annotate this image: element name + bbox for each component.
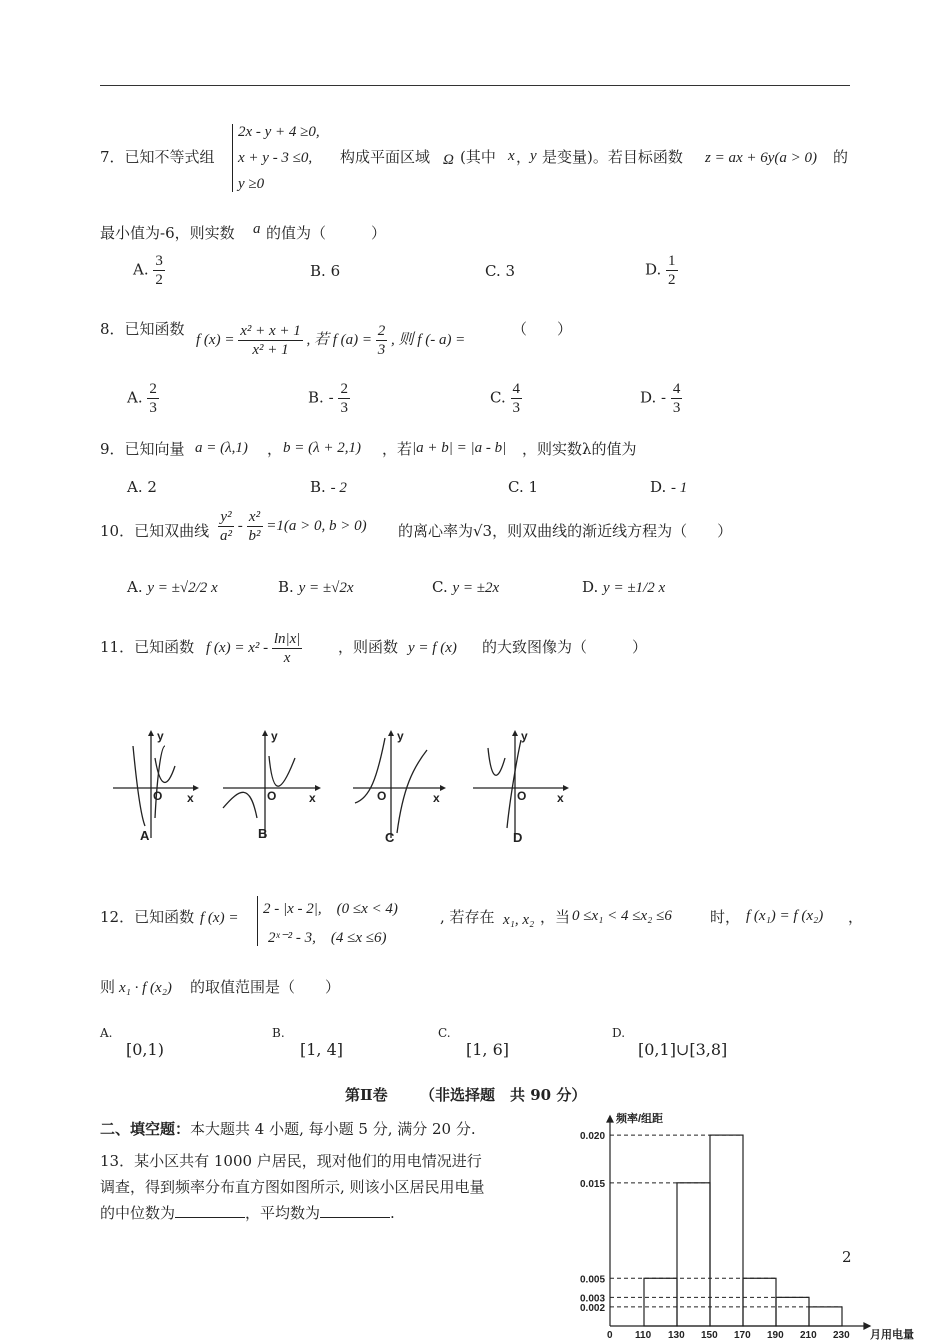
graph-c-x-label: x — [433, 791, 440, 805]
chart-y-label: 频率/组距 — [616, 1113, 664, 1125]
q7-var-y: y — [530, 148, 537, 164]
q9-rest: ，则实数λ的值为 — [522, 440, 637, 458]
q7-text-region: 构成平面区域 — [340, 148, 431, 166]
q9-option-c: C. 1 — [508, 478, 539, 496]
mean-blank[interactable] — [320, 1203, 390, 1218]
q7-text-de: 的 — [833, 148, 849, 166]
q10-option-a: A. y = ±√2/2 x — [127, 578, 218, 596]
histogram-chart — [570, 1108, 940, 1344]
graph-a-y-label: y — [157, 729, 164, 743]
q12-option-c-label: C. — [438, 1026, 451, 1040]
q7-option-c: C. 3 — [485, 262, 516, 280]
histogram-bar-130-150 — [677, 1183, 710, 1326]
q9-number: 9．已知向量 — [100, 440, 185, 458]
q7-option-b: B. 6 — [310, 262, 341, 280]
graph-a-label: A — [140, 828, 150, 843]
graph-a-origin: O — [153, 789, 163, 803]
q7-comma: ， — [516, 148, 532, 166]
q10-option-b: B. y = ±√2x — [278, 578, 354, 596]
q9-vector-b: b = (λ + 2,1) — [283, 440, 361, 456]
q12-option-a: [0,1) — [126, 1040, 164, 1059]
fill-in-heading: 二、填空题： — [100, 1120, 191, 1138]
q12-expr: x₁ · f (x₂) — [119, 980, 172, 996]
q7-line2a: 最小值为-6，则实数 — [100, 224, 235, 242]
q10-rest: 的离心率为√3，则双曲线的渐近线方程为（ ） — [398, 522, 733, 540]
q8-option-b: B. - $\frac{2}{3}$ — [308, 381, 348, 416]
graph-a-x-label: x — [187, 791, 194, 805]
fill-in-header — [100, 1118, 476, 1139]
q12-eq: f (x₁) = f (x₂) — [746, 908, 824, 924]
q7-text-objective: 是变量)。若目标函数 — [542, 148, 683, 166]
q7-text-where: (其中 — [460, 148, 496, 166]
q9-vector-a: a = (λ,1) — [195, 440, 248, 456]
q8-function: f (x) = $\frac{\text{x² + x + 1}}{\text{x² + 1}}$ , 若 f (a) = $\frac{2}{3}$ , 则 f (- a) = — [196, 323, 466, 358]
y-tick-0.002: 0.002 — [580, 1302, 606, 1314]
graph-c-y-label: y — [397, 729, 404, 743]
q7-ineq-1: 2x - y + 4 ≥0, — [238, 124, 320, 140]
y-tick-0.003: 0.003 — [580, 1293, 606, 1305]
q9-equation: |a + b| = |a - b| — [412, 440, 507, 456]
q12-option-a-label: A. — [100, 1026, 113, 1040]
q12-shi: 时， — [710, 908, 741, 926]
y-tick-0.015: 0.015 — [580, 1178, 606, 1190]
q7-option-a: A. $\frac{3}{2}$ — [133, 253, 163, 288]
q10-option-d: D. y = ±1/2 x — [582, 578, 666, 596]
q12-line2b: 的取值范围是（ ） — [190, 978, 341, 996]
q11-graphs — [105, 728, 585, 853]
x-tick-150: 150 — [701, 1330, 718, 1341]
graph-b-y-label: y — [271, 729, 278, 743]
graph-c-label: C — [385, 830, 395, 845]
q8-number: 8．已知函数 — [100, 320, 185, 338]
q10-hyperbola: $\frac{\text{y²}}{\text{a²}}$ - $\frac{\text{x²}}{\text{b²}}$ =1(a > 0, b > 0) — [220, 509, 367, 544]
q7-brace — [232, 124, 233, 192]
q7-var-x: x — [508, 148, 515, 164]
section-subtitle: （非选择题 共 90 分） — [420, 1086, 587, 1104]
q12-when: ，当 — [540, 908, 571, 926]
q12-case-1: 2 - |x - 2|, (0 ≤x < 4) — [263, 901, 398, 917]
q11-yfx: y = f (x) — [408, 640, 457, 656]
q12-range: 0 ≤x₁ < 4 ≤x₂ ≤6 — [572, 908, 672, 924]
x-tick-110: 110 — [635, 1330, 652, 1341]
q13-line2: 调查，得到频率分布直方图如图所示, 则该小区居民用电量 — [100, 1178, 485, 1196]
graph-d-x-label: x — [557, 791, 564, 805]
chart-x-label: 月用电量 — [870, 1329, 914, 1341]
histogram-bar-170-190 — [743, 1278, 776, 1326]
q12-cond: , 若存在 — [440, 908, 495, 926]
q12-option-c: [1, 6] — [466, 1040, 510, 1059]
graph-d-label: D — [513, 830, 523, 845]
x-tick-170: 170 — [734, 1330, 751, 1341]
q13-line3: 的中位数为 ，平均数为 . — [100, 1204, 395, 1222]
q12-x1x2: x₁, x₂ — [503, 912, 535, 928]
q11-rest2: 的大致图像为（ ） — [482, 638, 648, 656]
q11-number: 11．已知函数 — [100, 638, 195, 656]
q13-line1: 13．某小区共有 1000 户居民，现对他们的用电情况进行 — [100, 1152, 482, 1170]
graph-b-label: B — [258, 826, 268, 841]
q7-ineq-2: x + y - 3 ≤0, — [238, 150, 313, 166]
graph-c-origin: O — [377, 789, 387, 803]
q12-option-b: [1, 4] — [300, 1040, 344, 1059]
x-tick-0: 0 — [607, 1330, 613, 1341]
q12-brace — [257, 896, 258, 946]
q7-var-a: a — [253, 221, 261, 237]
q7-objective: z = ax + 6y(a > 0) — [705, 150, 818, 166]
q10-number: 10．已知双曲线 — [100, 522, 210, 540]
q9-sep: ， — [267, 440, 283, 458]
section-title: 第Ⅱ卷 — [345, 1086, 388, 1104]
q8-option-c: C. $\frac{4}{3}$ — [490, 381, 520, 416]
q12-option-b-label: B. — [272, 1026, 285, 1040]
q9-option-a: A. 2 — [127, 478, 157, 496]
q12-case-2: 2ˣ⁻² - 3, (4 ≤x ≤6) — [268, 930, 387, 946]
histogram-bar-110-130 — [644, 1278, 677, 1326]
q12-line2a: 则 — [100, 978, 116, 996]
q12-option-d-label: D. — [612, 1026, 626, 1040]
q11-rest1: ，则函数 — [338, 638, 399, 656]
x-tick-230: 230 — [833, 1330, 850, 1341]
q12-end: ， — [848, 908, 864, 926]
graph-b-x-label: x — [309, 791, 316, 805]
header-rule — [100, 85, 850, 86]
q7-line2b: 的值为（ ） — [266, 224, 387, 242]
q12-fx: f (x) = — [200, 910, 239, 926]
q12-option-d: [0,1]∪[3,8] — [638, 1040, 728, 1059]
histogram-bar-190-210 — [776, 1297, 809, 1326]
q7-ineq-3: y ≥0 — [238, 176, 265, 192]
y-tick-0.020: 0.020 — [580, 1131, 606, 1143]
q9-option-b: B. - 2 — [310, 478, 347, 496]
q11-function: f (x) = x² - $\frac{\ln|x|}{x}$ — [206, 631, 301, 666]
q7-option-d: D. $\frac{1}{2}$ — [645, 253, 676, 288]
fill-in-desc: 本大题共 4 小题, 每小题 5 分, 满分 20 分. — [190, 1120, 476, 1138]
x-tick-190: 190 — [767, 1330, 784, 1341]
q8-option-d: D. - $\frac{4}{3}$ — [640, 381, 681, 416]
median-blank[interactable] — [175, 1203, 245, 1218]
histogram-bar-210-230 — [809, 1307, 842, 1326]
graph-d-origin: O — [517, 789, 527, 803]
graph-b-origin: O — [267, 789, 277, 803]
graph-d-y-label: y — [521, 729, 528, 743]
q7-omega: Ω — [443, 152, 454, 168]
q9-option-d: D. - 1 — [650, 478, 688, 496]
q7-number: 7．已知不等式组 — [100, 148, 215, 166]
x-tick-210: 210 — [800, 1330, 817, 1341]
q9-cond: ，若 — [382, 440, 413, 458]
y-tick-0.005: 0.005 — [580, 1274, 606, 1286]
page-number: 2 — [842, 1248, 852, 1266]
q10-option-c: C. y = ±2x — [432, 578, 500, 596]
q8-paren: （ ） — [512, 320, 573, 338]
q8-option-a: A. $\frac{2}{3}$ — [127, 381, 157, 416]
chart-y-arrow — [607, 1116, 613, 1122]
q12-number: 12．已知函数 — [100, 908, 195, 926]
x-tick-130: 130 — [668, 1330, 685, 1341]
